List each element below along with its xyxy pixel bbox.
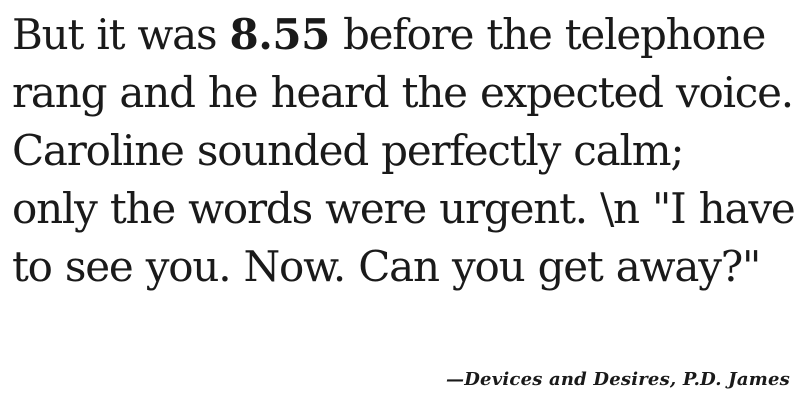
- quote-line-3: Caroline sounded perfectly calm;: [12, 126, 684, 175]
- quote-line-1-end: before the telephone: [342, 10, 766, 59]
- quote-attribution: —Devices and Desires, P.D. James: [446, 369, 790, 390]
- quote-line-5: to see you. Now. Can you get away?": [12, 242, 761, 291]
- highlighted-time: 8.55: [229, 10, 330, 59]
- quote-line-2: rang and he heard the expected voice.: [12, 68, 793, 117]
- quote-line-1: [12, 6, 792, 64]
- quote-text: [12, 6, 795, 296]
- quote-line-1-start: But it was: [12, 10, 217, 59]
- quote-line-4: only the words were urgent. \n "I have: [12, 184, 795, 233]
